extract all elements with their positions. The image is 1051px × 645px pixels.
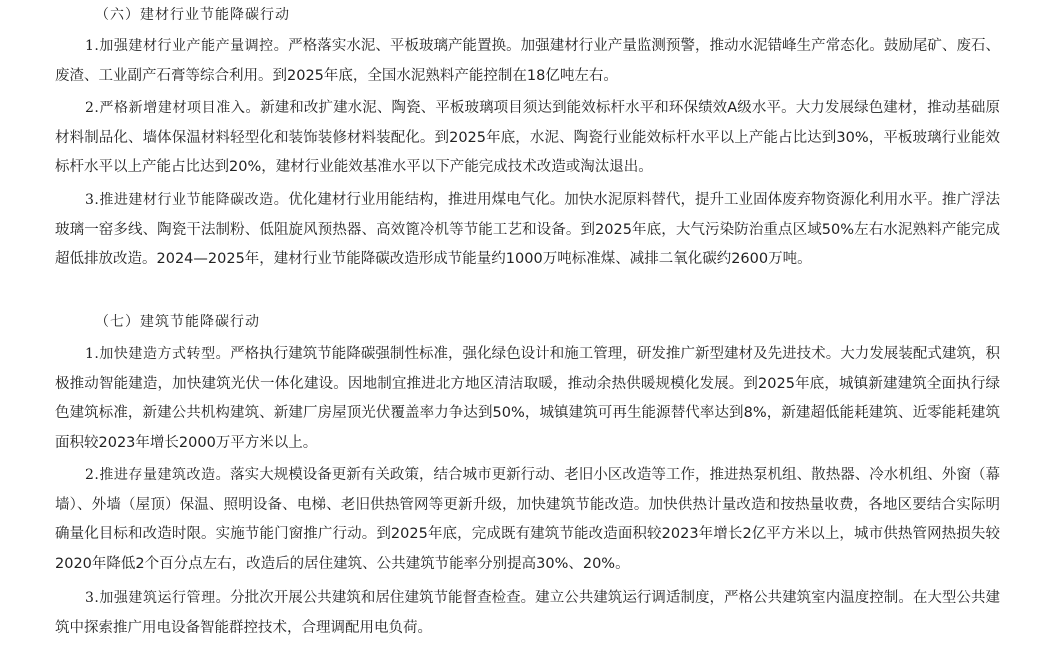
paragraph-construction-transition <box>55 340 1000 458</box>
paragraph-lead: 2.推进存量建筑改造。 <box>85 467 231 483</box>
paragraph-body: 落实大规模设备更新有关政策，结合城市更新行动、老旧小区改造等工作，推进热泵机组、散热器、冷水机组、外窗（幕墙）、外墙（屋顶）保温、照明设备、电梯、老旧供热管网等更新升级，加快建筑节能改造。加快供热计量改造和按热量收费，各地区要结合实际明确量化目标和改造时限。实施节能门窗推广行动。到2025年底，完成既有建筑节能改造面积较2023年增长2亿平方米以上，城市供热管网热损失较2020年降低2个百分点左右，改造后的居住建筑、公共建筑节能率分别提高30%、20%。 <box>55 467 1000 572</box>
paragraph-project-access <box>55 94 1000 183</box>
paragraph-body: 优化建材行业用能结构，推进用煤电气化。加快水泥原料替代，提升工业固体废弃物资源化利用水平。推广浮法玻璃一窑多线、陶瓷干法制粉、低阻旋风预热器、高效篦冷机等节能工艺和设备。到2025年底，大气污染防治重点区域50%左右水泥熟料产能完成超低排放改造。2024—2025年，建材行业节能降碳改造形成节能量约1000万吨标准煤、减排二氧化碳约2600万吨。 <box>55 192 1001 267</box>
paragraph-lead: 3.推进建材行业节能降碳改造。 <box>85 192 289 208</box>
paragraph-existing-buildings <box>55 461 1000 579</box>
section-heading-building-materials: （六）建材行业节能降碳行动 <box>95 7 290 23</box>
paragraph-lead: 1.加强建材行业产能产量调控。 <box>85 38 289 54</box>
paragraph-lead: 1.加快建造方式转型。 <box>85 346 231 362</box>
paragraph-body: 严格执行建筑节能降碳强制性标准，强化绿色设计和施工管理，研发推广新型建材及先进技术。大力发展装配式建筑，积极推动智能建造，加快建筑光伏一体化建设。因地制宜推进北方地区清洁取暖，推动余热供暖规模化发展。到2025年底，城镇新建建筑全面执行绿色建筑标准，新建公共机构建筑、新建厂房屋顶光伏覆盖率力争达到50%，城镇建筑可再生能源替代率达到8%，新建超低能耗建筑、近零能耗建筑面积较2023年增长2000万平方米以上。 <box>55 346 1000 451</box>
paragraph-capacity-control <box>55 32 1000 91</box>
paragraph-body: 严格落实水泥、平板玻璃产能置换。加强建材行业产量监测预警，推动水泥错峰生产常态化。鼓励尾矿、废石、废渣、工业副产石膏等综合利用。到2025年底，全国水泥熟料产能控制在18亿吨左右。 <box>55 38 1001 84</box>
paragraph-lead: 2.严格新增建材项目准入。 <box>85 100 261 116</box>
paragraph-materials-retrofit <box>55 186 1000 275</box>
paragraph-body: 分批次开展公共建筑和居住建筑节能督查检查。建立公共建筑运行调适制度，严格公共建筑室内温度控制。在大型公共建筑中探索推广用电设备智能群控技术，合理调配用电负荷。 <box>55 590 1000 636</box>
paragraph-operation-management <box>55 584 1000 643</box>
paragraph-body: 新建和改扩建水泥、陶瓷、平板玻璃项目须达到能效标杆水平和环保绩效A级水平。大力发展绿色建材，推动基础原材料制品化、墙体保温材料轻型化和装饰装修材料装配化。到2025年底，水泥、陶瓷行业能效标杆水平以上产能占比达到30%，平板玻璃行业能效标杆水平以上产能占比达到20%，建材行业能效基准水平以下产能完成技术改造或淘汰退出。 <box>55 100 1000 175</box>
paragraph-lead: 3.加强建筑运行管理。 <box>85 590 231 606</box>
section-heading-building-energy: （七）建筑节能降碳行动 <box>95 314 260 330</box>
